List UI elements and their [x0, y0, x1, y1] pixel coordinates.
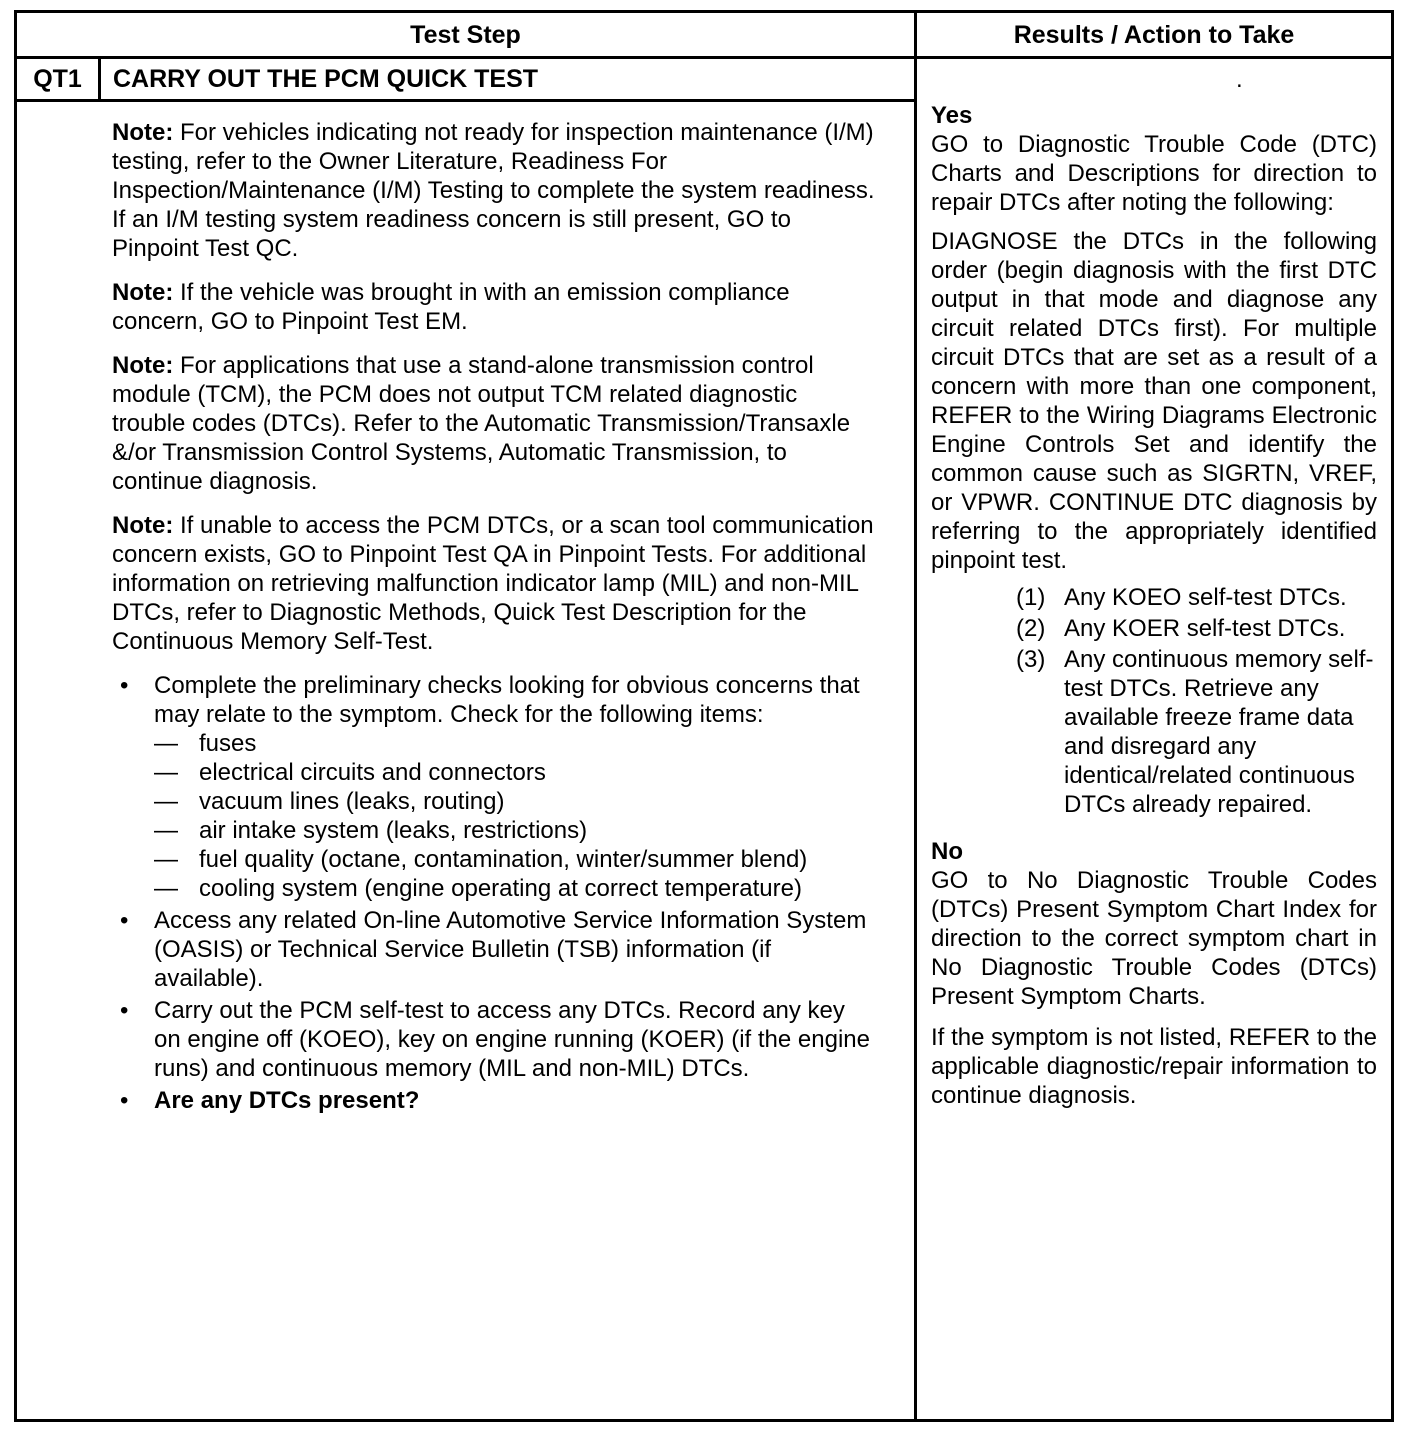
question-text: Are any DTCs present?	[154, 1087, 420, 1114]
bullet-icon: •	[120, 997, 129, 1024]
step-title: CARRY OUT THE PCM QUICK TEST	[113, 65, 539, 93]
step-id: QT1	[17, 59, 101, 99]
list-item-text: Complete the preliminary checks looking for obvious concerns that may relate to the symptom. Check for the following items:	[154, 672, 860, 728]
column-header-test-step: Test Step	[17, 13, 917, 56]
diagnostic-table	[14, 10, 1394, 1422]
dtc-order-list	[931, 583, 1377, 819]
item-number: (2)	[1016, 615, 1046, 642]
list-item-text: electrical circuits and connectors	[199, 759, 546, 786]
bullet-icon: •	[120, 907, 129, 934]
dash-icon: —	[154, 846, 178, 873]
note-text: If the vehicle was brought in with an emission compliance concern, GO to Pinpoint Test EM.	[112, 279, 790, 335]
list-item	[1016, 645, 1377, 819]
no-paragraph-2: If the symptom is not listed, REFER to the applicable diagnostic/repair information to continue diagnosis.	[931, 1024, 1377, 1109]
list-item	[154, 874, 876, 903]
note-text: For vehicles indicating not ready for inspection maintenance (I/M) testing, refer to the Owner Literature, Readiness For Inspection/Maintenance (I/M) Testing to complete the system readiness. If an I/M testing system readiness concern is still present, GO to Pinpoint Test QC.	[112, 119, 875, 262]
step-title-row	[17, 59, 914, 102]
list-item	[154, 816, 876, 845]
results-column	[917, 59, 1391, 1419]
dash-icon: —	[154, 817, 178, 844]
bullet-icon: •	[120, 1087, 129, 1114]
check-items-list	[154, 729, 876, 903]
stray-dot: .	[1236, 66, 1243, 93]
list-item-question	[112, 1086, 876, 1115]
note-text: For applications that use a stand-alone transmission control module (TCM), the PCM does not output TCM related diagnostic trouble codes (DTCs). Refer to the Automatic Transmission/Transaxle &/or Transmission Control Systems, Automatic Transmission, to continue diagnosis.	[112, 352, 851, 495]
list-item-text: air intake system (leaks, restrictions)	[199, 817, 588, 844]
list-item-text: Access any related On-line Automotive Service Information System (OASIS) or Technical Service Bulletin (TSB) information (if available).	[154, 907, 867, 992]
list-item	[154, 758, 876, 787]
answer-no-label: No	[931, 838, 963, 865]
list-item	[1016, 583, 1377, 612]
column-header-results: Results / Action to Take	[1013, 21, 1295, 49]
list-item-self-test	[112, 996, 876, 1083]
answer-yes-label: Yes	[931, 102, 973, 129]
bullet-icon: •	[120, 672, 129, 699]
list-item-oasis	[112, 906, 876, 993]
list-item-content	[154, 671, 876, 903]
list-item-text: fuel quality (octane, contamination, winter/summer blend)	[199, 846, 808, 873]
list-item	[154, 845, 876, 874]
item-number: (3)	[1016, 646, 1046, 673]
list-item-text: cooling system (engine operating at correct temperature)	[199, 875, 802, 902]
list-item	[1016, 614, 1377, 643]
list-item-text: vacuum lines (leaks, routing)	[199, 788, 505, 815]
dash-icon: —	[154, 875, 178, 902]
note-label: Note:	[112, 119, 174, 146]
dash-icon: —	[154, 788, 178, 815]
list-item-text: Any KOEO self-test DTCs.	[1064, 584, 1347, 611]
item-number: (1)	[1016, 584, 1046, 611]
list-item-preliminary-checks	[112, 671, 876, 903]
list-item	[154, 787, 876, 816]
dash-icon: —	[154, 759, 178, 786]
note-emission	[112, 278, 876, 336]
list-item-text: fuses	[199, 730, 257, 757]
test-step-column	[17, 59, 917, 1419]
list-item	[154, 729, 876, 758]
list-item-text: Any KOER self-test DTCs.	[1064, 615, 1346, 642]
dash-icon: —	[154, 730, 178, 757]
yes-paragraph-2: DIAGNOSE the DTCs in the following order (begin diagnosis with the first DTC output in that mode and diagnose any circuit related DTCs first). For multiple circuit DTCs that are set as a result of a concern with more than one component, REFER to the Wiring Diagrams Electronic Engine Controls Set and identify the common cause such as SIGRTN, VREF, or VPWR. CONTINUE DTC diagnosis by referring to the appropriately identified pinpoint test.	[931, 228, 1377, 574]
note-text: If unable to access the PCM DTCs, or a scan tool communication concern exists, GO to Pinpoint Test QA in Pinpoint Tests. For additional information on retrieving malfunction indicator lamp (MIL) and non-MIL DTCs, refer to Diagnostic Methods, Quick Test Description for the Continuous Memory Self-Test.	[112, 512, 874, 655]
note-tcm	[112, 351, 876, 496]
note-label: Note:	[112, 512, 174, 539]
yes-paragraph-1: GO to Diagnostic Trouble Code (DTC) Charts and Descriptions for direction to repair DTCs after noting the following:	[931, 131, 1377, 216]
table-header-row	[17, 13, 1391, 59]
step-body	[17, 102, 914, 1419]
table-body-row	[17, 59, 1391, 1419]
list-item-text: Carry out the PCM self-test to access any DTCs. Record any key on engine off (KOEO), key on engine running (KOER) (if the engine runs) and continuous memory (MIL and non-MIL) DTCs.	[154, 997, 870, 1082]
note-im-testing	[112, 118, 876, 263]
note-label: Note:	[112, 279, 174, 306]
no-paragraph-1: GO to No Diagnostic Trouble Codes (DTCs) Present Symptom Chart Index for direction to the correct symptom chart in No Diagnostic Trouble Codes (DTCs) Present Symptom Charts.	[931, 867, 1377, 1010]
list-item-text: Any continuous memory self-test DTCs. Retrieve any available freeze frame data and disregard any identical/related continuous DTCs already repaired.	[1064, 646, 1374, 818]
note-label: Note:	[112, 352, 174, 379]
note-scan-tool	[112, 511, 876, 656]
